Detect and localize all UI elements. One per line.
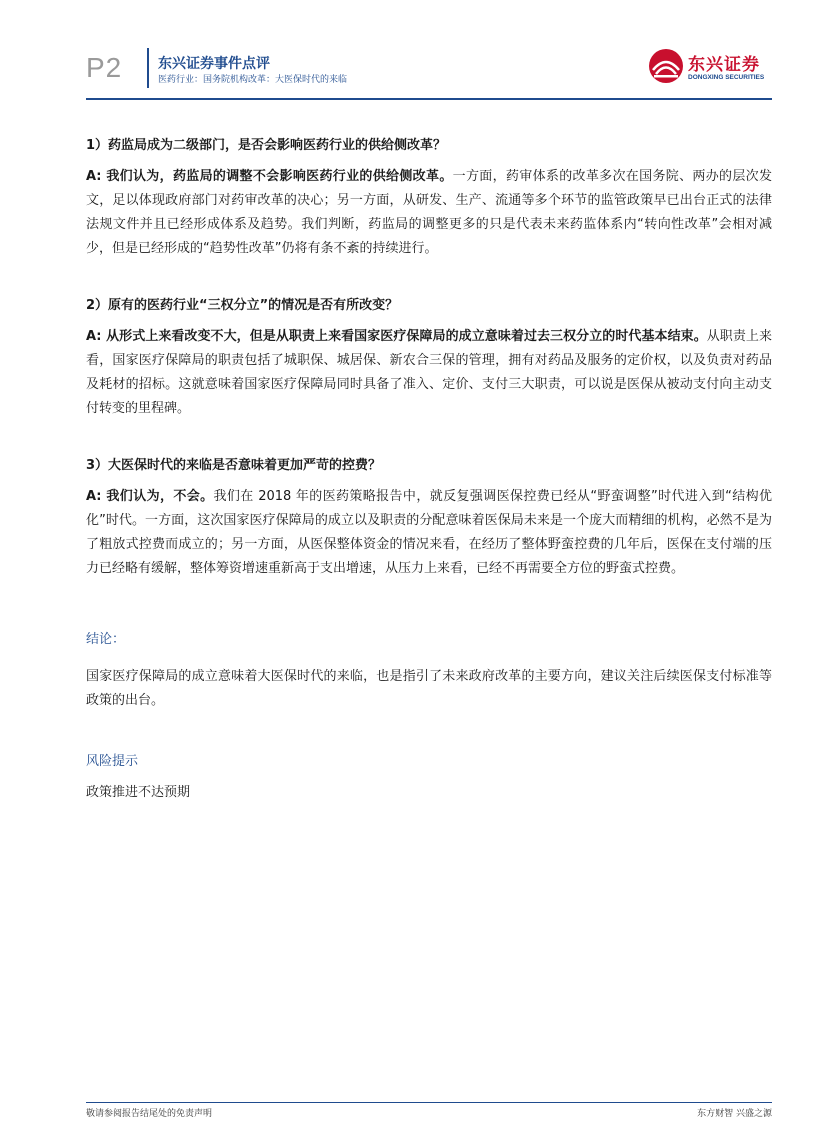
- answer: [86, 165, 772, 261]
- company-logo: [648, 48, 778, 90]
- page-number: P2: [86, 52, 123, 83]
- question: 1）药监局成为二级部门，是否会影响医药行业的供给侧改革？: [86, 138, 447, 153]
- answer-body: 我们在 2018 年的医药策略报告中，就反复强调医保控费已经从“野蛮调整”时代进入到“结构优化”时代。一方面，这次国家医疗保障局的成立以及职责的分配意味着医保局未来是一个庞大而精细的机构，必然不是为了粗放式控费而成立的；另一方面，从医保整体资金的情况来看，在经历了整体野蛮控费的几年后，医保在支付端的压力已经略有缓解，整体筹资增速重新高于支出增速，从压力上来看，已经不再需要全方位的野蛮式控费。: [86, 489, 772, 576]
- series-title: 东兴证券事件点评: [158, 56, 270, 72]
- question: 3）大医保时代的来临是否意味着更加严苛的控费？: [86, 458, 382, 473]
- dongxing-logo-icon: [648, 48, 684, 84]
- page-header: [0, 0, 827, 100]
- answer-body: 从职责上来看，国家医疗保障局的职责包括了城职保、城居保、新农合三保的管理，拥有对药品及服务的定价权，以及负责对药品及耗材的招标。这就意味着国家医疗保障局同时具备了准入、定价、支付三大职责，可以说是医保从被动支付向主动支付转变的里程碑。: [86, 329, 772, 416]
- conclusion-body: 国家医疗保障局的成立意味着大医保时代的来临，也是指引了未来政府改革的主要方向，建议关注后续医保支付标准等政策的出台。: [86, 669, 772, 708]
- header-rule: [86, 98, 772, 100]
- footer-disclaimer: 敬请参阅报告结尾处的免责声明: [86, 1109, 213, 1119]
- question: 2）原有的医药行业“三权分立”的情况是否有所改变？: [86, 298, 399, 313]
- answer-lead: A: 我们认为，不会。: [86, 489, 214, 504]
- qa-item-1: [86, 135, 772, 261]
- conclusion-title: 结论：: [86, 632, 126, 647]
- footer-rule: [86, 1102, 772, 1103]
- conclusion-section: [86, 629, 772, 713]
- answer-body: 一方面，药审体系的改革多次在国务院、两办的层次发文，足以体现政府部门对药审改革的决心；另一方面，从研发、生产、流通等多个环节的监管政策早已出台正式的法律法规文件并且已经形成体系及趋势。我们判断，药监局的调整更多的只是代表未来药监体系内“转向性改革”会相对减少，但是已经形成的“趋势性改革”仍将有条不紊的持续进行。: [86, 169, 772, 256]
- answer-lead: A: 从形式上来看改变不大，但是从职责上来看国家医疗保障局的成立意味着过去三权分立的时代基本结束。: [86, 329, 707, 344]
- header-divider: [147, 48, 149, 88]
- logo-text-cn: 东兴证券: [688, 55, 760, 75]
- answer-lead: A: 我们认为，药监局的调整不会影响医药行业的供给侧改革。: [86, 169, 453, 184]
- risk-title: 风险提示: [86, 754, 139, 769]
- report-subtitle: 医药行业：国务院机构改革：大医保时代的来临: [158, 75, 348, 85]
- risk-body: 政策推进不达预期: [86, 785, 191, 800]
- answer: [86, 485, 772, 581]
- report-body: [86, 135, 772, 839]
- qa-item-3: [86, 455, 772, 581]
- answer: [86, 325, 772, 421]
- risk-section: [86, 751, 772, 805]
- logo-text-en: DONGXING SECURITIES: [688, 74, 765, 81]
- qa-item-2: [86, 295, 772, 421]
- footer-slogan: 东方财智 兴盛之源: [697, 1109, 772, 1119]
